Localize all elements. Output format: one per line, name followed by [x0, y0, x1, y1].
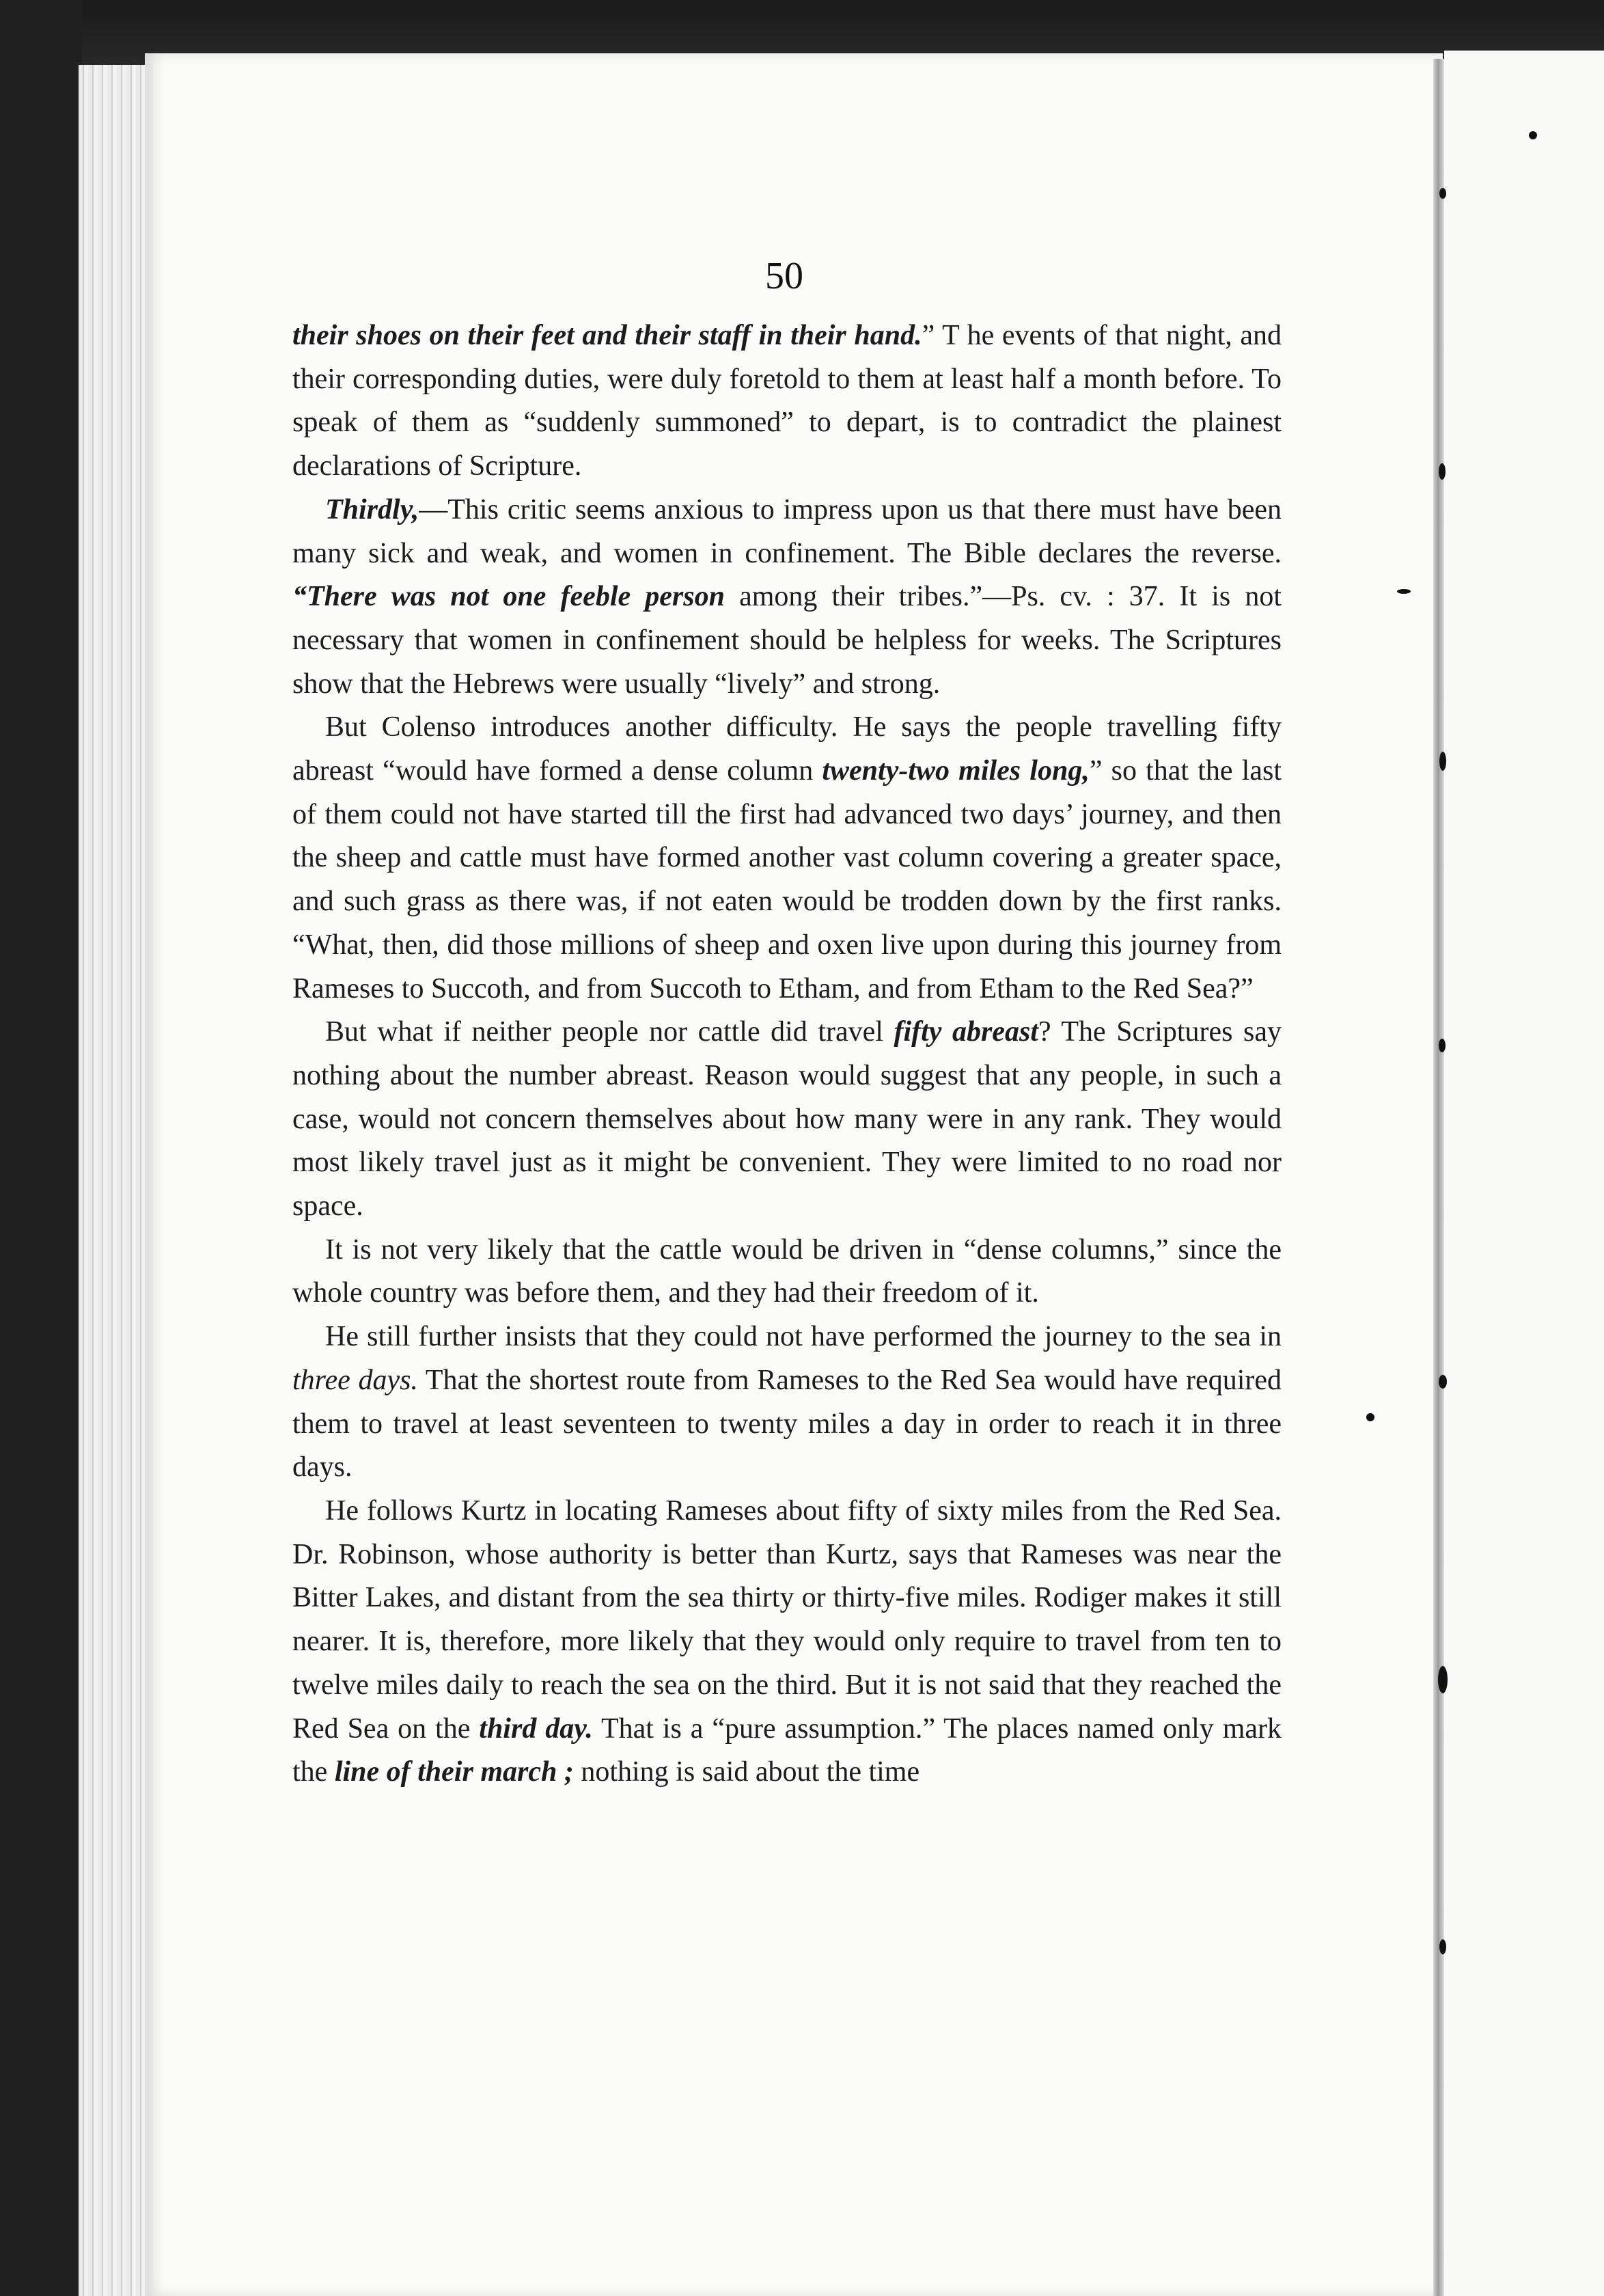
text-run: line of their march ; [334, 1756, 574, 1788]
text-run: He still further insists that they could not have performed the journey to the sea in [325, 1321, 1282, 1353]
body-text [292, 314, 1282, 1794]
paragraph [292, 706, 1282, 1011]
text-run: “There was not one feeble person [292, 581, 725, 613]
text-run: But Colenso introduces another difficulty. He says the people travelling fifty abreast “would have formed a dense column [292, 711, 1282, 787]
text-run: That the shortest route from Rameses to the Red Sea would have required them to travel at least seventeen to twenty miles a day in order to reach it in three days. [292, 1364, 1282, 1484]
binding-speck [1397, 589, 1411, 594]
text-run: ” T he events of that night, and their corresponding duties, were duly foretold to them at least half a month before. To speak of them as “suddenly summoned” to depart, is to contradict the plainest declarations of Scripture. [292, 320, 1282, 482]
text-run: twenty-two miles long, [822, 755, 1090, 787]
text-run: ” so that the last of them could not have started till the first had advanced two days’ journey, and then the sheep and cattle must have formed another vast column covering a greater space, and such grass as there was, if not eaten would be trodden down by the first ranks. “What, then, did those millions of sheep and oxen live upon during this journey from Rameses to Succoth, and from Succoth to Etham, and from Etham to the Red Sea?” [292, 755, 1282, 1004]
text-run: third day. [479, 1712, 593, 1745]
text-run: three days. [292, 1364, 418, 1396]
binding-speck [1529, 131, 1537, 139]
paragraph [292, 1490, 1282, 1794]
binding-speck [1439, 1939, 1446, 1954]
facing-page-edge [1444, 51, 1604, 2296]
paragraph [292, 1315, 1282, 1490]
text-run: Thirdly, [325, 493, 419, 525]
binding-speck [1439, 1375, 1447, 1389]
text-run: fifty abreast [894, 1016, 1038, 1048]
binding-speck [1439, 463, 1446, 480]
text-run: It is not very likely that the cattle would be driven in “dense columns,” since the whole country was before them, and they had their freedom of it. [292, 1233, 1282, 1309]
scan-background-left [0, 0, 82, 2296]
binding-speck [1438, 1666, 1448, 1693]
text-run: their shoes on their feet and their staff in their hand. [292, 320, 922, 351]
book-gutter [1433, 59, 1444, 2296]
paragraph [292, 1229, 1282, 1315]
paragraph [292, 1011, 1282, 1229]
text-run: But what if neither people nor cattle did travel [325, 1016, 894, 1048]
binding-speck [1439, 188, 1446, 199]
page-stack-edges [79, 65, 154, 2296]
paragraph [292, 489, 1282, 707]
paragraph [292, 314, 1282, 489]
binding-speck [1439, 1039, 1446, 1052]
text-run: among their tribes.”—Ps. cv. : 37. It is not necessary that women in confinement should be helpless for weeks. The Scriptures show that the Hebrews were usually “lively” and strong. [292, 581, 1282, 700]
text-run: nothing is said about the time [573, 1756, 920, 1788]
text-run: He follows Kurtz in locating Rameses about fifty of sixty miles from the Red Sea. Dr. Robinson, whose authority is better than Kurtz, says that Rameses was near the Bitter Lakes, and distant from the sea thirty or thirty-five miles. Rodiger makes it still nearer. It is, therefore, more likely that they would only require to travel from ten to twelve miles daily to reach the sea on the third. But it is not said that they reached the Red Sea on the [292, 1494, 1282, 1745]
page-number: 50 [765, 255, 803, 297]
text-run: That is a “pure assumption.” The places named only mark the [292, 1712, 1282, 1788]
binding-speck [1366, 1413, 1374, 1421]
binding-speck [1439, 752, 1446, 771]
text-run: —This critic seems anxious to impress upon us that there must have been many sick and weak, and women in confinement. The Bible declares the reverse. [292, 493, 1282, 569]
text-run: ? The Scriptures say nothing about the number abreast. Reason would suggest that any people, in such a case, would not concern themselves about how many were in any rank. They would most likely travel just as it might be convenient. They were limited to no road nor space. [292, 1016, 1282, 1222]
